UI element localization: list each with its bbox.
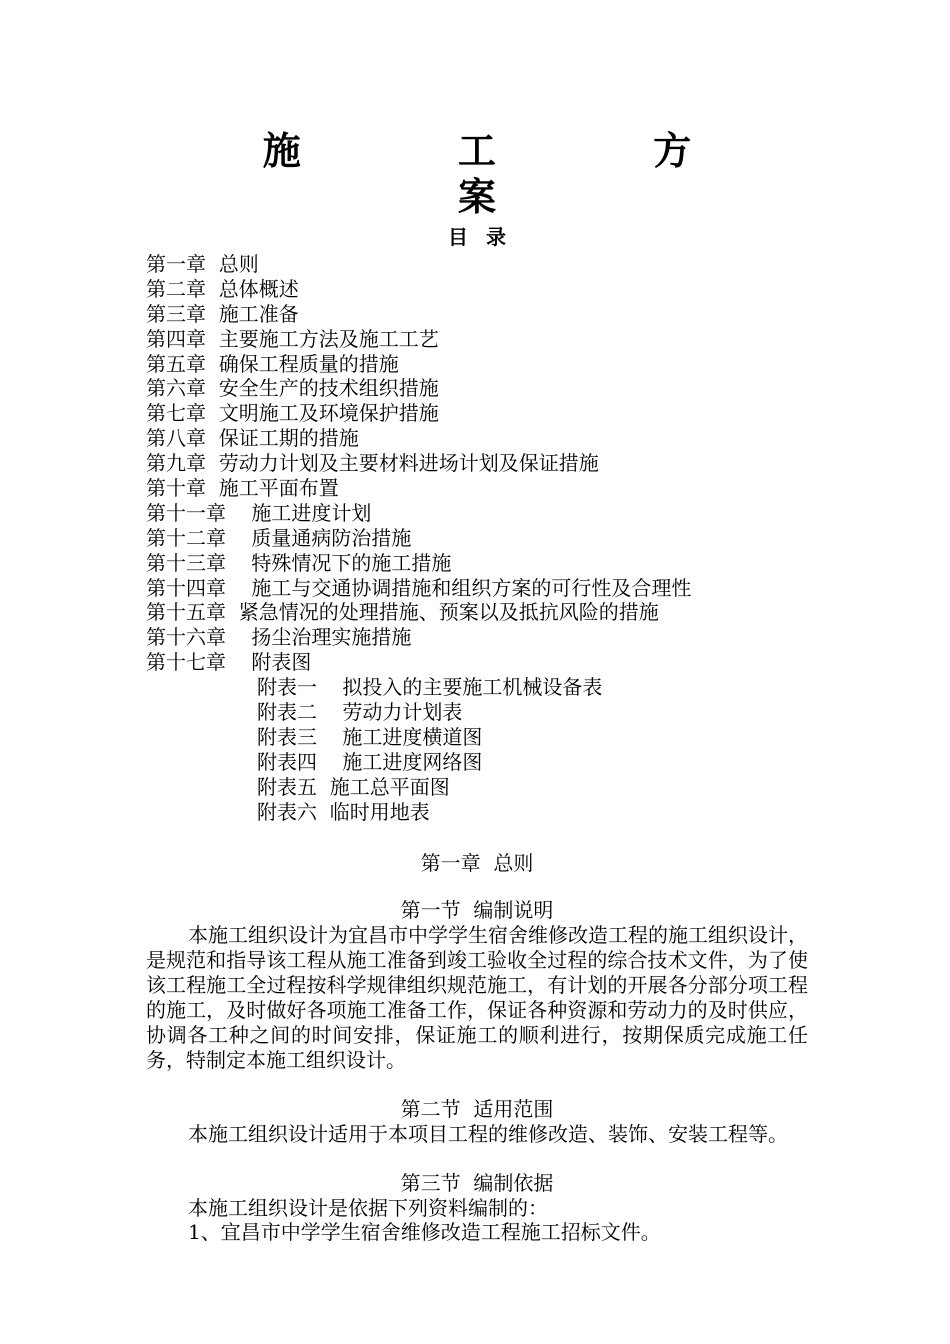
- spacer: [146, 1073, 808, 1097]
- toc-item: 第十五章 紧急情况的处理措施、预案以及抵抗风险的措施: [146, 600, 659, 625]
- section-heading: 第三节 编制依据: [400, 1170, 554, 1195]
- toc-item: 第八章 保证工期的措施: [146, 426, 359, 451]
- toc-item: 第十四章 施工与交通协调措施和组织方案的可行性及合理性: [146, 575, 692, 600]
- paragraph: 本施工组织设计是依据下列资料编制的：: [188, 1195, 548, 1220]
- paragraph: 1、宜昌市中学学生宿舍维修改造工程施工招标文件。: [188, 1220, 661, 1245]
- toc-item: 第九章 劳动力计划及主要材料进场计划及保证措施: [146, 451, 599, 476]
- spacer: [146, 1147, 808, 1171]
- toc-item: 第四章 主要施工方法及施工工艺: [146, 326, 439, 351]
- toc-item: 第十二章 质量通病防治措施: [146, 525, 412, 550]
- toc-subitem: 附表一 拟投入的主要施工机械设备表: [257, 675, 603, 700]
- toc-item: 第二章 总体概述: [146, 276, 299, 301]
- toc-item: 第三章 施工准备: [146, 301, 299, 326]
- toc-item: 第六章 安全生产的技术组织措施: [146, 376, 439, 401]
- paragraph: 本施工组织设计为宜昌市中学学生宿舍维修改造工程的施工组织设计，是规范和指导该工程从施工准备到竣工验收全过程的综合技术文件，为了使该工程施工全过程按科学规律组织规范施工，有计划的开展各分部分项工程的施工，及时做好各项施工准备工作，保证各种资源和劳动力的及时供应，协调各工种之间的时间安排，保证施工的顺利进行，按期保质完成施工任务，特制定本施工组织设计。: [146, 923, 808, 1072]
- document-title: 施 工 方 案: [262, 128, 764, 219]
- toc-subitem: 附表二 劳动力计划表: [257, 700, 463, 725]
- table-of-contents: [146, 252, 808, 824]
- toc-item: 第十章 施工平面布置: [146, 476, 339, 501]
- paragraph: 本施工组织设计适用于本项目工程的维修改造、装饰、安装工程等。: [188, 1121, 788, 1146]
- toc-item: 第十七章 附表图: [146, 650, 312, 675]
- toc-subitem: 附表三 施工进度横道图: [257, 724, 483, 749]
- toc-item: 第七章 文明施工及环境保护措施: [146, 401, 439, 426]
- toc-item: 第十三章 特殊情况下的施工措施: [146, 550, 452, 575]
- document-page: [146, 128, 808, 1245]
- section-heading: 第二节 适用范围: [400, 1096, 554, 1121]
- chapter-heading: 第一章 总则: [420, 851, 534, 876]
- toc-subitem: 附表五 施工总平面图: [257, 774, 450, 799]
- toc-item: 第一章 总则: [146, 252, 259, 276]
- toc-title: 目录: [448, 225, 524, 249]
- toc-item: 第十一章 施工进度计划: [146, 500, 372, 525]
- section-heading: 第一节 编制说明: [400, 898, 554, 923]
- toc-item: 第十六章 扬尘治理实施措施: [146, 625, 412, 650]
- toc-item: 第五章 确保工程质量的措施: [146, 351, 399, 376]
- toc-subitem: 附表六 临时用地表: [257, 799, 430, 824]
- toc-subitem: 附表四 施工进度网络图: [257, 749, 483, 774]
